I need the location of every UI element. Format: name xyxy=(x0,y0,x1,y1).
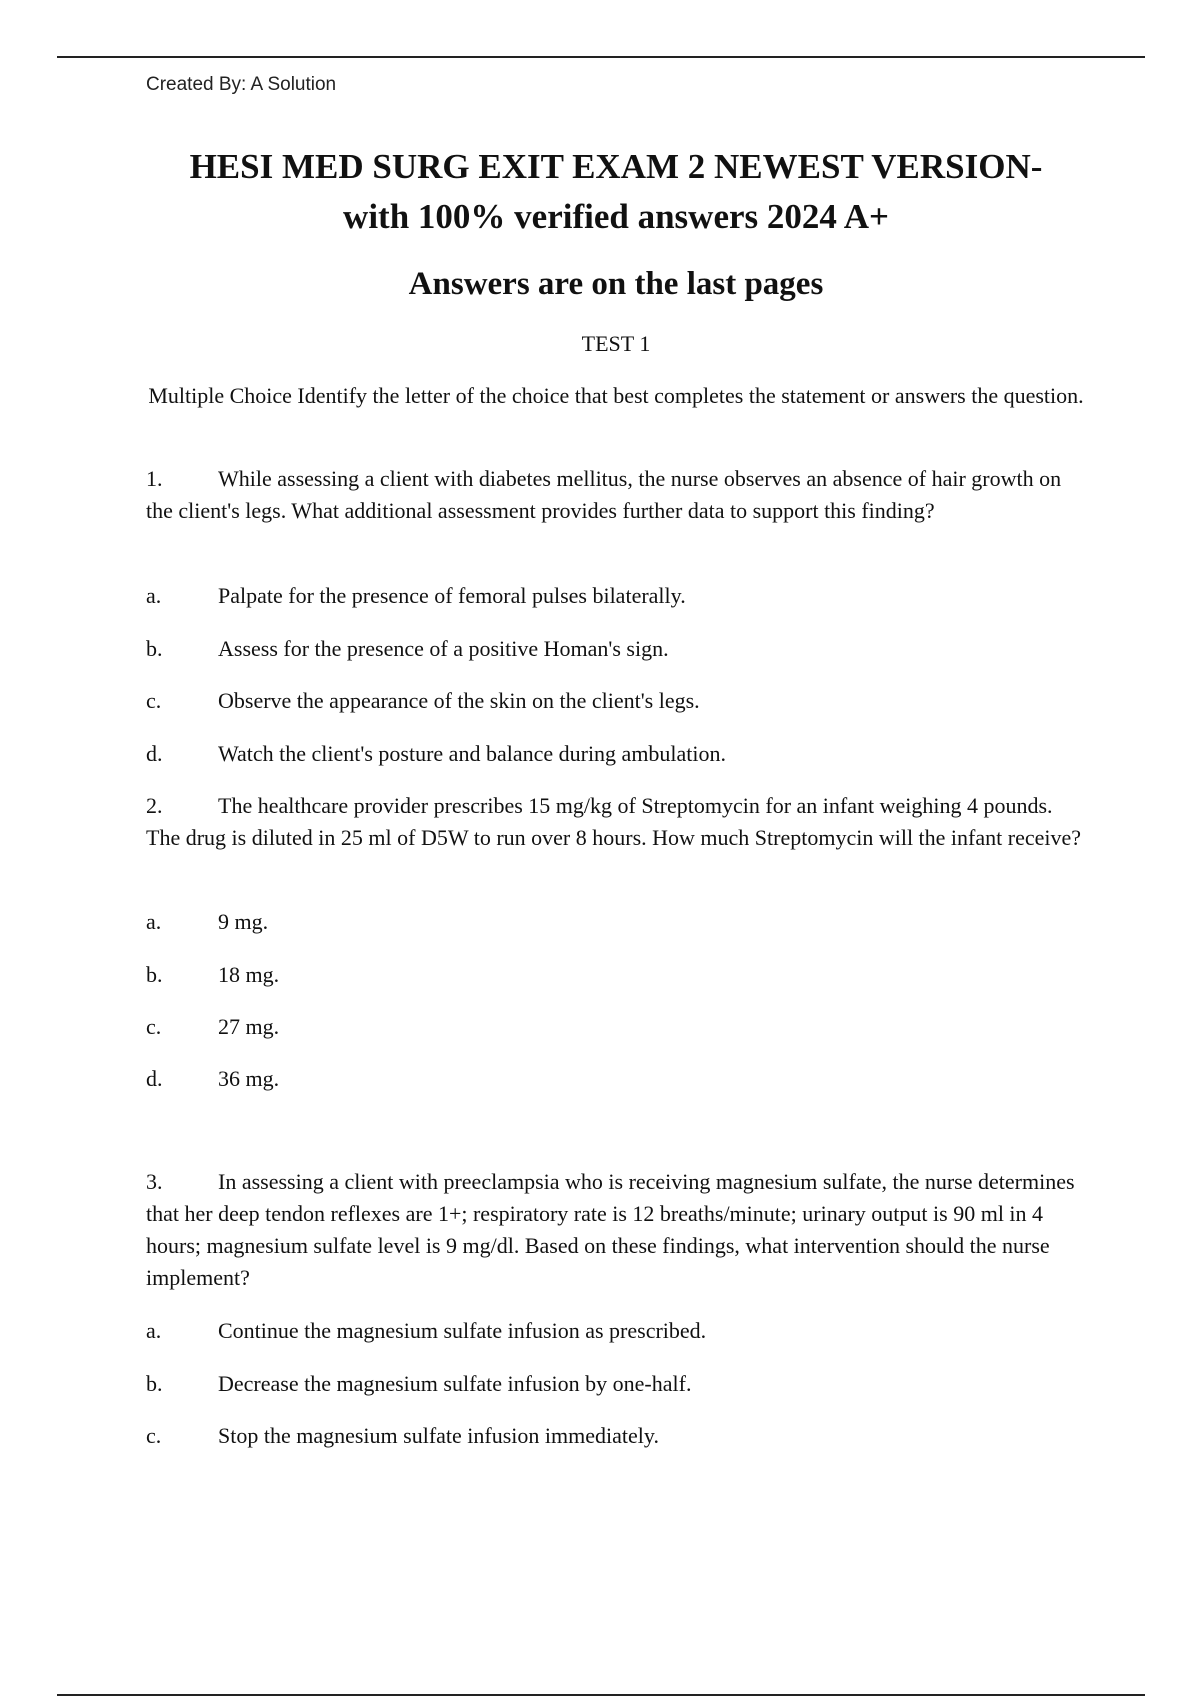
option-letter: a. xyxy=(146,583,162,608)
question-1-option-b xyxy=(146,633,1086,665)
option-text: Palpate for the presence of femoral pulses bilaterally. xyxy=(218,583,686,608)
instructions: Multiple Choice Identify the letter of the choice that best completes the statement or answers the question. xyxy=(148,383,1084,408)
option-text: 18 mg. xyxy=(218,962,280,987)
test-label: TEST 1 xyxy=(581,331,651,356)
title-line-2: with 100% verified answers 2024 A+ xyxy=(343,197,889,236)
header-note: Created By: A Solution xyxy=(146,74,337,95)
title-line-1: HESI MED SURG EXIT EXAM 2 NEWEST VERSION- xyxy=(189,147,1043,186)
option-text: 36 mg. xyxy=(218,1066,280,1091)
question-1-option-c xyxy=(146,685,1086,717)
top-divider xyxy=(57,56,1145,58)
option-letter: d. xyxy=(146,741,163,766)
question-3-option-a xyxy=(146,1315,1086,1347)
option-text: Decrease the magnesium sulfate infusion by one-half. xyxy=(218,1371,692,1396)
question-1-stem xyxy=(146,463,1086,527)
option-text: 27 mg. xyxy=(218,1014,280,1039)
question-2-option-c xyxy=(146,1011,1086,1043)
option-letter: b. xyxy=(146,962,163,987)
question-text: While assessing a client with diabetes mellitus, the nurse observes an absence of hair growth on the client's legs. What additional assessment provides further data to support this finding? xyxy=(146,466,1062,523)
question-2-stem xyxy=(146,790,1086,854)
question-2-option-b xyxy=(146,959,1086,991)
question-2-option-d xyxy=(146,1063,1086,1095)
question-3-stem xyxy=(146,1166,1086,1294)
option-letter: c. xyxy=(146,1423,162,1448)
option-letter: c. xyxy=(146,1014,162,1039)
option-letter: a. xyxy=(146,1318,162,1343)
document-title xyxy=(146,142,1086,242)
question-text: In assessing a client with preeclampsia who is receiving magnesium sulfate, the nurse determines that her deep tendon reflexes are 1+; respiratory rate is 12 breaths/minute; urinary output is 90 ml in 4 hours; magnesium sulfate level is 9 mg/dl. Based on these findings, what intervention should the nurse implement? xyxy=(146,1169,1075,1290)
bottom-divider xyxy=(57,1694,1145,1696)
question-number: 3. xyxy=(146,1169,163,1194)
question-3-option-c xyxy=(146,1420,1086,1452)
option-letter: d. xyxy=(146,1066,163,1091)
question-1-option-d xyxy=(146,738,1086,770)
option-text: 9 mg. xyxy=(218,909,269,934)
question-number: 1. xyxy=(146,466,163,491)
option-text: Assess for the presence of a positive Homan's sign. xyxy=(218,636,669,661)
option-text: Stop the magnesium sulfate infusion immediately. xyxy=(218,1423,659,1448)
question-3-option-b xyxy=(146,1368,1086,1400)
question-number: 2. xyxy=(146,793,163,818)
option-letter: b. xyxy=(146,636,163,661)
option-text: Observe the appearance of the skin on the client's legs. xyxy=(218,688,700,713)
question-2-option-a xyxy=(146,906,1086,938)
question-1-option-a xyxy=(146,580,1086,612)
document-subtitle: Answers are on the last pages xyxy=(408,266,824,302)
option-text: Continue the magnesium sulfate infusion as prescribed. xyxy=(218,1318,707,1343)
option-letter: b. xyxy=(146,1371,163,1396)
option-text: Watch the client's posture and balance during ambulation. xyxy=(218,741,727,766)
option-letter: a. xyxy=(146,909,162,934)
question-text: The healthcare provider prescribes 15 mg/kg of Streptomycin for an infant weighing 4 pounds. The drug is diluted in 25 ml of D5W to run over 8 hours. How much Streptomycin will the infant receive? xyxy=(146,793,1082,850)
option-letter: c. xyxy=(146,688,162,713)
